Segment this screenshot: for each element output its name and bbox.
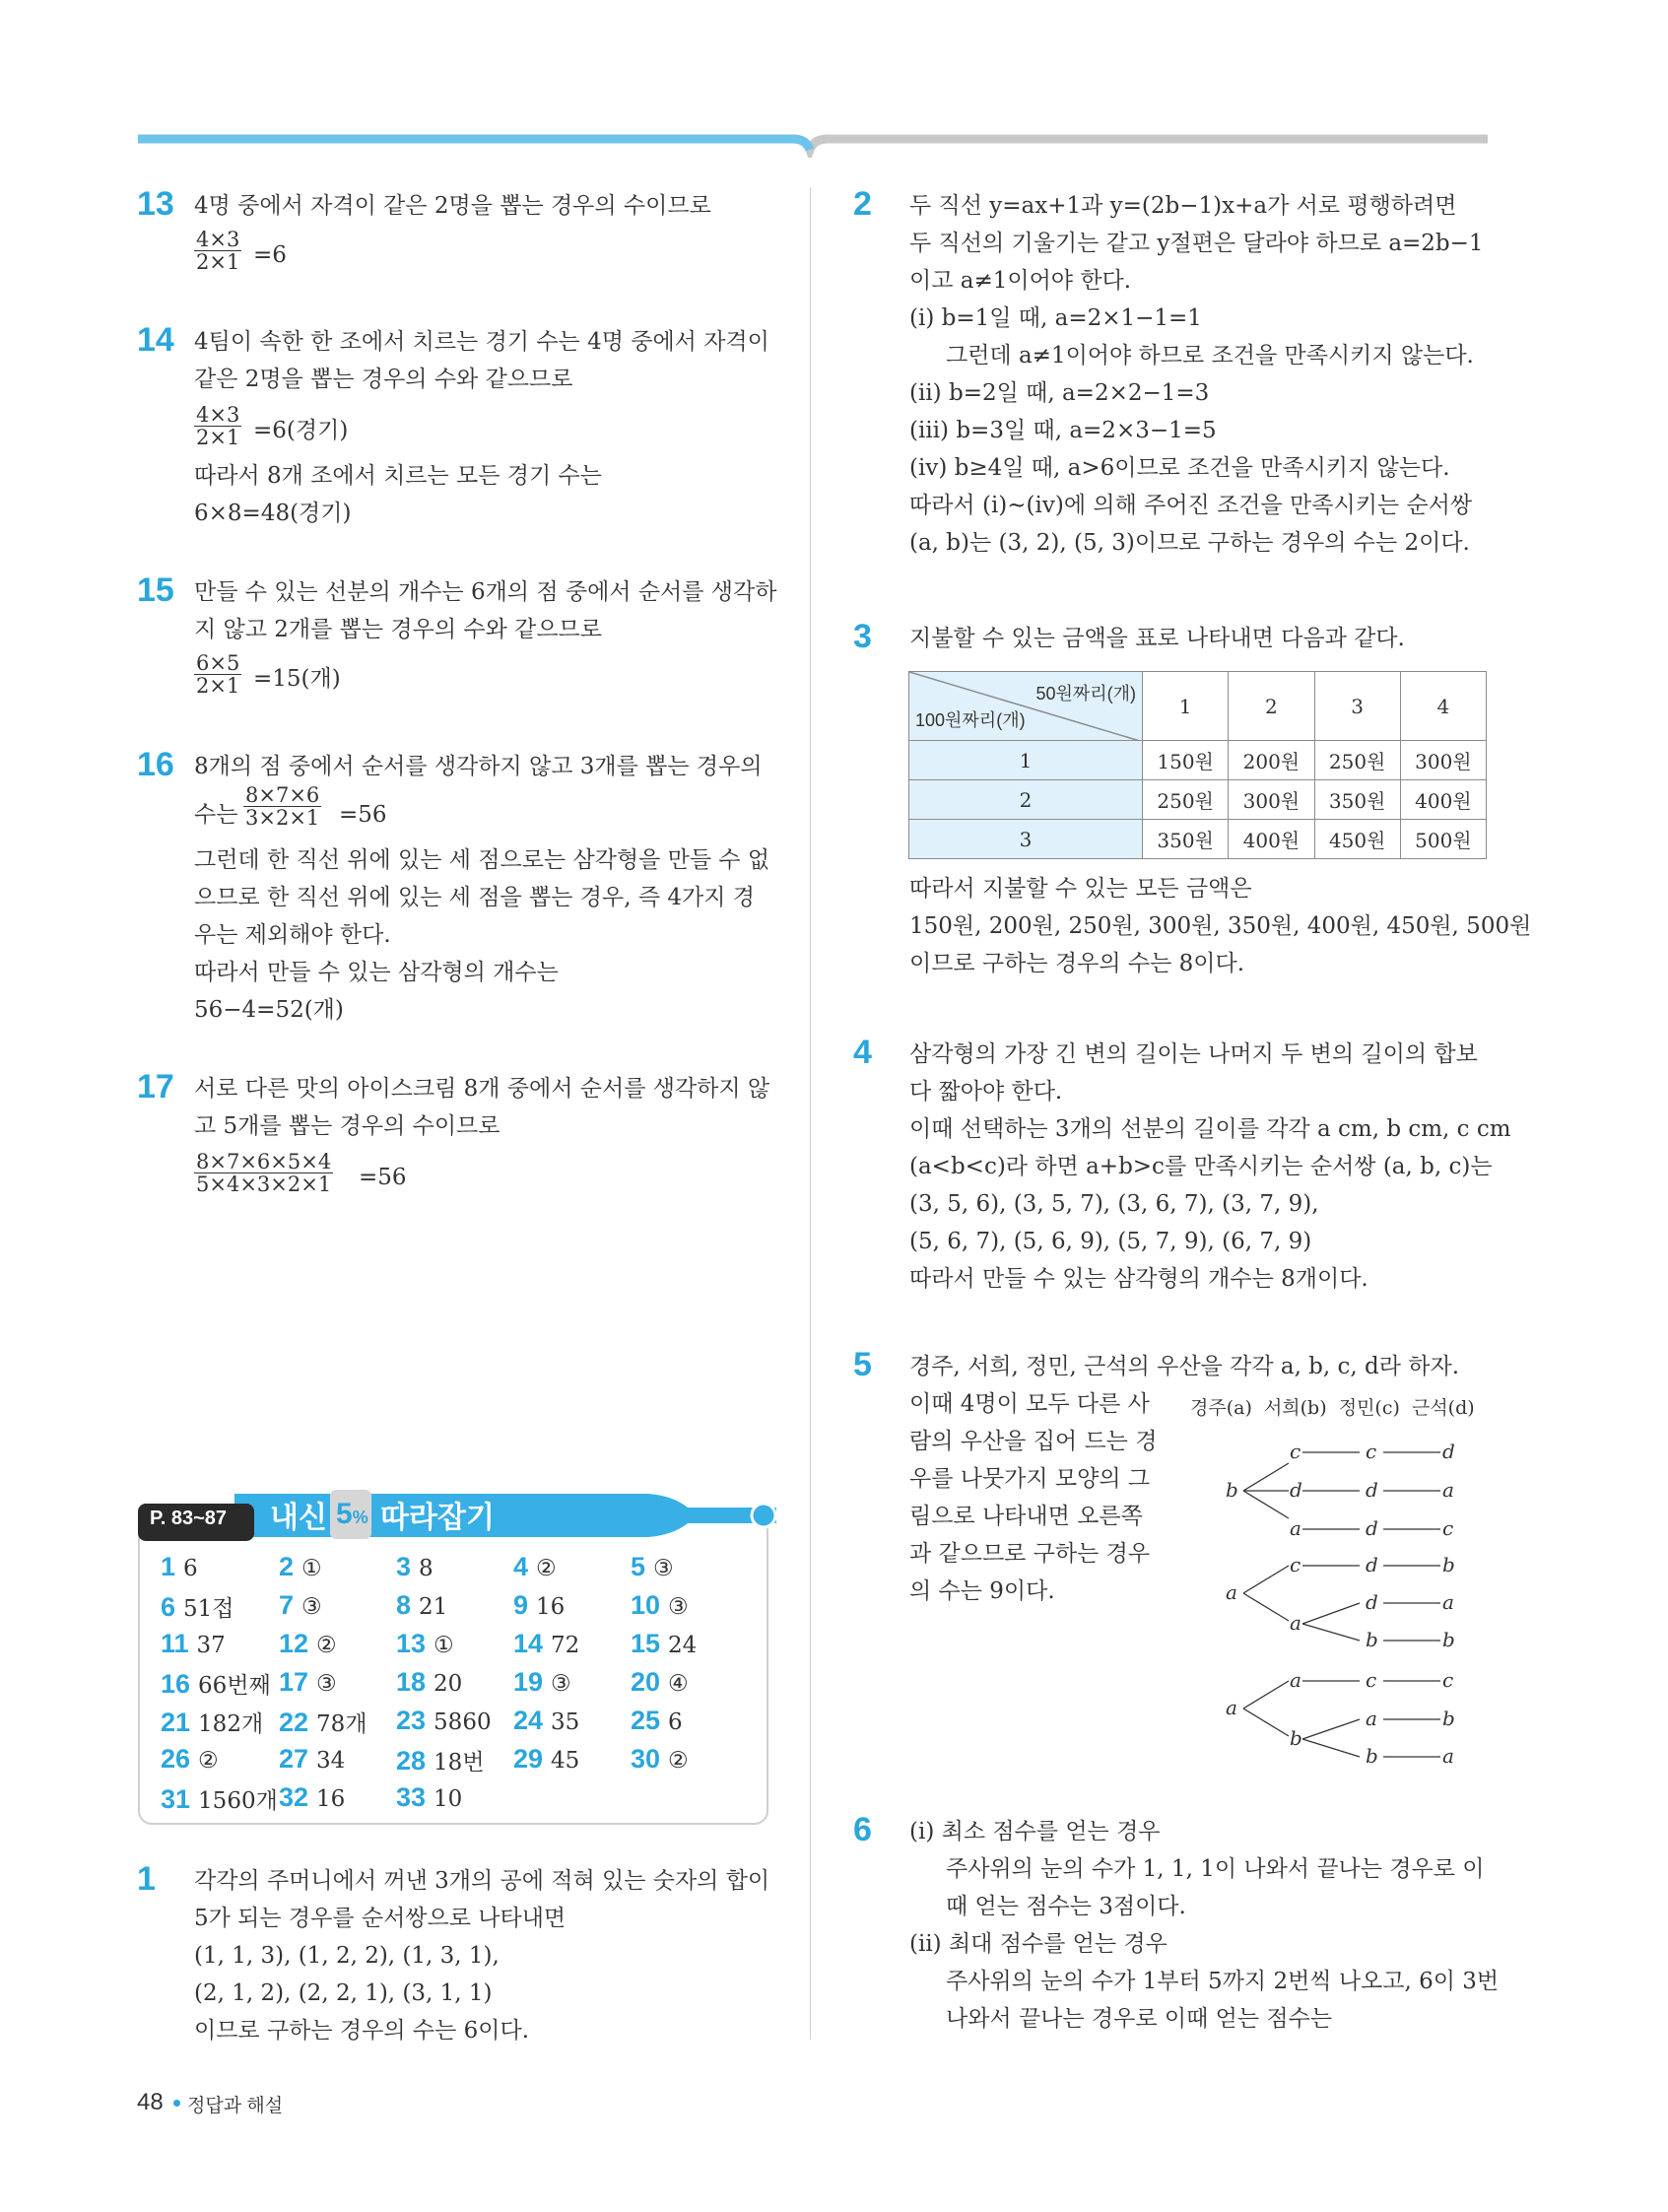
answer-number: 15 — [631, 1629, 661, 1658]
footer-dot — [173, 2100, 180, 2107]
table-cell: 250원 — [1143, 780, 1229, 820]
problem-text: 따라서 만들 수 있는 삼각형의 개수는 8개이다. — [909, 1266, 1368, 1292]
answer-number: 20 — [631, 1667, 661, 1697]
answer-number: 11 — [161, 1629, 189, 1658]
problem-text: 따라서 8개 조에서 치르는 모든 경기 수는 — [194, 463, 602, 489]
answer-value: ② — [536, 1556, 557, 1581]
column-divider — [810, 187, 811, 2040]
answer-item — [396, 1629, 454, 1659]
problem-text: (2, 1, 2), (2, 2, 1), (3, 1, 1) — [194, 1980, 493, 2006]
answer-item — [161, 1629, 226, 1659]
problem-text: 람의 우산을 집어 드는 경 — [909, 1429, 1158, 1454]
tree-node: d — [1290, 1478, 1302, 1502]
answer-value: 45 — [551, 1748, 580, 1774]
answer-number: 5 — [631, 1552, 646, 1581]
problem-text: (ⅰ) 최소 점수를 얻는 경우 — [909, 1819, 1161, 1844]
answer-number: 30 — [631, 1744, 661, 1774]
answer-number: 10 — [631, 1590, 661, 1620]
problem-text: 이고 a≠1이어야 한다. — [909, 268, 1132, 294]
tree-node: b — [1366, 1744, 1378, 1768]
tree-node: b — [1290, 1726, 1302, 1750]
tree-node: b — [1442, 1707, 1455, 1730]
problem-text: 8개의 점 중에서 순서를 생각하지 않고 3개를 뽑는 경우의 — [194, 754, 763, 779]
tree-node: d — [1366, 1478, 1378, 1502]
fraction: $\frac{8\times 7\times 6}{3\times 2\times 1}$ — [245, 783, 320, 830]
problem-text: 이므로 구하는 경우의 수는 6이다. — [194, 2018, 530, 2044]
problem-text: 우를 나뭇가지 모양의 그 — [909, 1466, 1151, 1492]
fraction-result: =56 — [359, 1165, 407, 1190]
tree-node: c — [1442, 1516, 1454, 1540]
problem-text: (ⅳ) b≥4일 때, a>6이므로 조건을 만족시키지 않는다. — [909, 455, 1450, 481]
answer-number: 18 — [396, 1667, 427, 1697]
answer-item — [631, 1744, 689, 1775]
banner-title-b: 따라잡기 — [380, 1502, 495, 1534]
table-cell: 400원 — [1400, 780, 1486, 820]
problem-number: 3 — [853, 618, 872, 655]
answer-value: 16 — [536, 1594, 566, 1620]
tree-node: b — [1442, 1553, 1455, 1576]
answer-value: 24 — [668, 1633, 698, 1658]
answer-item — [631, 1590, 689, 1621]
problem-text: 6×8=48(경기) — [194, 501, 352, 526]
table-cell: 350원 — [1314, 780, 1400, 820]
answer-item — [396, 1706, 492, 1736]
col-header: 4 — [1400, 672, 1486, 741]
answer-value: ② — [316, 1633, 337, 1658]
fraction-result: =6 — [253, 242, 287, 268]
problem-number: 17 — [137, 1068, 174, 1106]
answer-number: 21 — [161, 1708, 191, 1737]
answer-value: ① — [434, 1633, 454, 1658]
problem-text: (ⅰ) b=1일 때, a=2×1−1=1 — [909, 305, 1202, 331]
problem-text: 삼각형의 가장 긴 변의 길이는 나머지 두 변의 길이의 합보 — [909, 1041, 1478, 1067]
answer-item — [396, 1782, 462, 1813]
answer-number: 1 — [161, 1552, 176, 1581]
answer-number: 23 — [396, 1706, 427, 1735]
answer-number: 31 — [161, 1784, 191, 1814]
tree-node: a — [1442, 1590, 1454, 1614]
answer-number: 2 — [279, 1552, 295, 1581]
problem-number: 16 — [137, 746, 174, 783]
fraction-result: =6(경기) — [253, 418, 349, 443]
answer-value: ③ — [551, 1671, 571, 1697]
problem-text: 림으로 나타내면 오른쪽 — [909, 1504, 1143, 1529]
answer-item — [513, 1590, 565, 1621]
problem-text: 때 얻는 점수는 3점이다. — [946, 1894, 1186, 1919]
tree-header: 경주(a) 서희(b) 정민(c) 근석(d) — [1190, 1397, 1475, 1419]
answer-value: 8 — [419, 1556, 434, 1581]
problem-text: (3, 5, 6), (3, 5, 7), (3, 6, 7), (3, 7, 9), — [909, 1191, 1319, 1217]
problem-text: 지 않고 2개를 뽑는 경우의 수와 같으므로 — [194, 617, 602, 642]
table-cell: 350원 — [1143, 820, 1229, 859]
table-cell: 500원 — [1400, 820, 1486, 859]
tree-node: d — [1442, 1440, 1455, 1463]
banner-title-pct: 5% — [336, 1498, 368, 1530]
problem-text: 그런데 한 직선 위에 있는 세 점으로는 삼각형을 만들 수 없 — [194, 847, 770, 873]
answer-number: 17 — [279, 1667, 309, 1697]
answer-number: 9 — [513, 1590, 529, 1620]
answer-value: ② — [668, 1748, 689, 1774]
tree-node: a — [1226, 1580, 1237, 1604]
problem-text: 과 같으므로 구하는 경우 — [909, 1541, 1151, 1567]
answer-item — [279, 1782, 345, 1813]
problem-text: 56−4=52(개) — [194, 997, 344, 1023]
answer-item — [396, 1667, 462, 1698]
table-cell: 250원 — [1314, 741, 1400, 780]
problem-text: 만들 수 있는 선분의 개수는 6개의 점 중에서 순서를 생각하 — [194, 579, 777, 605]
answer-value: 66번째 — [198, 1673, 271, 1699]
answer-number: 26 — [161, 1744, 191, 1774]
answer-item — [396, 1744, 485, 1776]
problem-number: 1 — [137, 1860, 156, 1898]
problem-text: 경주, 서희, 정민, 근석의 우산을 각각 a, b, c, d라 하자. — [909, 1354, 1460, 1379]
problem-text: 150원, 200원, 250원, 300원, 350원, 400원, 450원, 500원 — [909, 913, 1532, 939]
row-header: 2 — [909, 780, 1143, 820]
answer-item — [161, 1552, 198, 1582]
problem-text: 따라서 지불할 수 있는 모든 금액은 — [909, 876, 1252, 902]
problem-text: 이때 선택하는 3개의 선분의 길이를 각각 a cm, b cm, c cm — [909, 1116, 1511, 1142]
problem-text: 수는 — [194, 802, 238, 828]
problem-text: 그런데 a≠1이어야 하므로 조건을 만족시키지 않는다. — [946, 343, 1474, 369]
problem-number: 5 — [853, 1346, 872, 1383]
problem-text: 두 직선 y=ax+1과 y=(2b−1)x+a가 서로 평행하려면 — [909, 193, 1457, 219]
tree-node: c — [1290, 1440, 1301, 1463]
problem-text: 서로 다른 맛의 아이스크림 8개 중에서 순서를 생각하지 않 — [194, 1076, 770, 1102]
answer-item — [279, 1552, 322, 1582]
col-header: 3 — [1314, 672, 1400, 741]
problem-text: 다 짧아야 한다. — [909, 1079, 1063, 1105]
tree-node: d — [1366, 1516, 1378, 1540]
tree-node: a — [1226, 1696, 1237, 1719]
answer-item — [279, 1706, 367, 1738]
answer-number: 19 — [513, 1667, 544, 1697]
answer-item — [161, 1744, 219, 1775]
tree-node: b — [1226, 1478, 1238, 1502]
problem-text: 같은 2명을 뽑는 경우의 수와 같으므로 — [194, 367, 573, 392]
answer-item — [279, 1667, 337, 1698]
answer-number: 29 — [513, 1744, 544, 1774]
answer-value: 20 — [434, 1671, 463, 1697]
answer-number: 25 — [631, 1706, 661, 1735]
table-cell: 300원 — [1229, 780, 1314, 820]
answer-number: 7 — [279, 1590, 295, 1620]
page-number: 48 — [137, 2089, 164, 2115]
answer-number: 28 — [396, 1746, 427, 1776]
problem-text: (ⅲ) b=3일 때, a=2×3−1=5 — [909, 418, 1217, 443]
price-table — [908, 671, 1487, 859]
tree-node: b — [1366, 1628, 1378, 1651]
problem-text: (5, 6, 7), (5, 6, 9), (5, 7, 9), (6, 7, 9) — [909, 1229, 1312, 1254]
tree-node: c — [1290, 1553, 1301, 1576]
answer-value: 1560개 — [198, 1788, 278, 1814]
problem-number: 2 — [853, 185, 872, 223]
problem-text: (a, b)는 (3, 2), (5, 3)이므로 구하는 경우의 수는 2이다. — [909, 530, 1470, 556]
answer-value: ③ — [653, 1556, 674, 1581]
answer-item — [161, 1590, 234, 1623]
tree-node: b — [1442, 1628, 1455, 1651]
answer-item — [161, 1706, 263, 1738]
answer-value: 10 — [434, 1786, 463, 1812]
footer-title: 정답과 해설 — [187, 2096, 284, 2116]
problem-text: 이때 4명이 모두 다른 사 — [909, 1391, 1150, 1417]
problem-text: 으므로 한 직선 위에 있는 세 점을 뽑는 경우, 즉 4가지 경 — [194, 885, 755, 910]
fraction: $\frac{4\times 3}{2\times 1}$ — [196, 403, 240, 449]
answer-item — [279, 1744, 345, 1775]
answer-value: 35 — [551, 1709, 580, 1735]
tree-node: c — [1442, 1668, 1454, 1692]
table-cell: 450원 — [1314, 820, 1400, 859]
tree-node: a — [1290, 1516, 1301, 1540]
row-header: 3 — [909, 820, 1143, 859]
answer-value: 182개 — [198, 1711, 264, 1737]
col-header: 2 — [1229, 672, 1314, 741]
answer-item — [631, 1667, 689, 1698]
tree-node: a — [1366, 1707, 1377, 1730]
answer-item — [631, 1552, 674, 1582]
answer-item — [631, 1629, 697, 1659]
fraction-result: =15(개) — [253, 666, 341, 692]
answer-item — [161, 1667, 271, 1700]
problem-text: 4팀이 속한 한 조에서 치르는 경기 수는 4명 중에서 자격이 — [194, 329, 769, 355]
tree-node: c — [1366, 1668, 1377, 1692]
problem-text: 우는 제외해야 한다. — [194, 922, 391, 948]
problem-text: 두 직선의 기울기는 같고 y절편은 달라야 하므로 a=2b−1 — [909, 231, 1484, 256]
problem-text: 나와서 끝나는 경우로 이때 얻는 점수는 — [946, 2006, 1333, 2032]
answer-number: 13 — [396, 1629, 427, 1658]
problem-number: 14 — [137, 321, 174, 359]
problem-number: 15 — [137, 571, 174, 609]
answer-number: 14 — [513, 1629, 544, 1658]
problem-text: 이므로 구하는 경우의 수는 8이다. — [909, 951, 1245, 976]
problem-number: 6 — [853, 1811, 872, 1848]
problem-text: (1, 1, 3), (1, 2, 2), (1, 3, 1), — [194, 1943, 500, 1969]
fraction: $\frac{4\times 3}{2\times 1}$ — [196, 228, 240, 274]
problem-text: 따라서 만들 수 있는 삼각형의 개수는 — [194, 960, 559, 985]
answer-value: ④ — [668, 1671, 689, 1697]
problem-text: 주사위의 눈의 수가 1, 1, 1이 나와서 끝나는 경우로 이 — [946, 1856, 1485, 1882]
answer-value: 16 — [316, 1786, 346, 1812]
answer-item — [279, 1590, 322, 1621]
answer-item — [631, 1706, 683, 1736]
problem-text: 따라서 (ⅰ)~(ⅳ)에 의해 주어진 조건을 만족시키는 순서쌍 — [909, 493, 1473, 518]
banner-title-a: 내신 — [270, 1502, 327, 1534]
answer-item — [513, 1552, 557, 1582]
problem-text: 5가 되는 경우를 순서쌍으로 나타내면 — [194, 1906, 567, 1931]
answer-value: 6 — [183, 1556, 198, 1581]
answer-value: 6 — [668, 1709, 683, 1735]
answer-value: 51접 — [183, 1596, 234, 1622]
tree-node: a — [1442, 1744, 1454, 1768]
table-cell: 150원 — [1143, 741, 1229, 780]
answer-value: ③ — [301, 1594, 322, 1620]
answer-value: 5860 — [434, 1709, 492, 1735]
answer-number: 22 — [279, 1708, 309, 1737]
problem-text: (ⅱ) 최대 점수를 얻는 경우 — [909, 1931, 1168, 1957]
problem-number: 4 — [853, 1034, 872, 1071]
answer-number: 3 — [396, 1552, 412, 1581]
answer-value: 18번 — [434, 1750, 485, 1776]
tree-node: d — [1366, 1553, 1378, 1576]
answer-value: 34 — [316, 1748, 346, 1774]
table-cell: 200원 — [1229, 741, 1314, 780]
header-bar — [0, 0, 1668, 158]
problem-text: 4명 중에서 자격이 같은 2명을 뽑는 경우의 수이므로 — [194, 193, 711, 219]
answer-number: 16 — [161, 1669, 191, 1699]
answer-value: 72 — [551, 1633, 580, 1658]
answer-item — [513, 1667, 571, 1698]
answer-number: 4 — [513, 1552, 529, 1581]
col-header: 1 — [1143, 672, 1229, 741]
tree-node: a — [1442, 1478, 1454, 1502]
problem-text: 의 수는 9이다. — [909, 1578, 1055, 1604]
answer-value: 21 — [419, 1594, 448, 1620]
table-cell: 400원 — [1229, 820, 1314, 859]
answer-item — [279, 1629, 337, 1659]
tree-node: d — [1366, 1590, 1378, 1614]
row-header: 1 — [909, 741, 1143, 780]
problem-text: 지불할 수 있는 금액을 표로 나타내면 다음과 같다. — [909, 626, 1405, 651]
answer-item — [396, 1590, 447, 1621]
answer-value: ③ — [668, 1594, 689, 1620]
answer-value: ③ — [316, 1671, 337, 1697]
answer-value: 37 — [196, 1633, 226, 1658]
answer-number: 32 — [279, 1782, 309, 1812]
answer-number: 8 — [396, 1590, 412, 1620]
tree-node: c — [1366, 1440, 1377, 1463]
answer-value: 78개 — [316, 1711, 367, 1737]
answer-value: ① — [301, 1556, 322, 1581]
answer-number: 12 — [279, 1629, 309, 1658]
answer-number: 33 — [396, 1782, 427, 1812]
answer-item — [513, 1744, 579, 1775]
problem-text: (ⅱ) b=2일 때, a=2×2−1=3 — [909, 380, 1210, 406]
problem-text: 주사위의 눈의 수가 1부터 5까지 2번씩 나오고, 6이 3번 — [946, 1969, 1500, 1994]
answer-item — [396, 1552, 434, 1582]
fraction: $\frac{8\times 7\times 6\times 5\times 4}{5\times 4\times 3\times 2\times 1}$ — [196, 1150, 332, 1196]
problem-text: 각각의 주머니에서 꺼낸 3개의 공에 적혀 있는 숫자의 합이 — [194, 1868, 770, 1894]
answer-number: 24 — [513, 1706, 544, 1735]
problem-text: (a<b<c)라 하면 a+b>c를 만족시키는 순서쌍 (a, b, c)는 — [909, 1154, 1493, 1179]
problem-text: 고 5개를 뽑는 경우의 수이므로 — [194, 1113, 500, 1139]
table-cell: 300원 — [1400, 741, 1486, 780]
fraction: $\frac{6\times 5}{2\times 1}$ — [196, 651, 240, 698]
answer-number: 6 — [161, 1592, 176, 1622]
fraction-result: =56 — [339, 802, 387, 828]
banner-pages: P. 83~87 — [150, 1508, 228, 1529]
answer-value: ② — [198, 1748, 219, 1774]
tree-node: a — [1290, 1611, 1301, 1635]
answer-item — [513, 1629, 579, 1659]
answer-item — [513, 1706, 579, 1736]
table-corner: 50원짜리(개) 100원짜리(개) — [909, 672, 1143, 741]
answer-item — [161, 1782, 278, 1815]
tree-node: a — [1290, 1668, 1301, 1692]
problem-number: 13 — [137, 185, 174, 223]
answer-number: 27 — [279, 1744, 309, 1774]
